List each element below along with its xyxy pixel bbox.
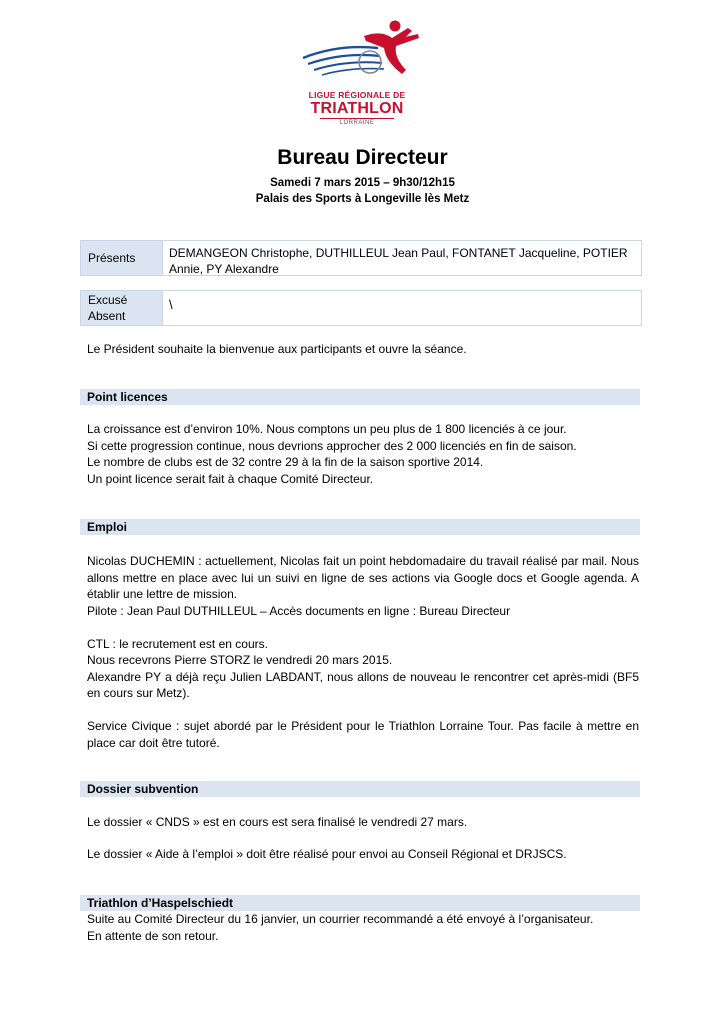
emploi-paragraph: Nicolas DUCHEMIN : actuellement, Nicolas fait un point hebdomadaire du travail réalisé par mail. Nous allons mettre en place avec lui un suivi en ligne de ses actions via Google docs et Google agenda. A établir une lettre de mission. <box>87 554 639 601</box>
excused-absent-label <box>81 291 163 325</box>
emploi-service-civique: Service Civique : sujet abordé par le Président pour le Triathlon Lorraine Tour. Pas facile à mettre en place car doit être tutoré. <box>87 719 639 750</box>
document-title: Bureau Directeur <box>277 146 448 169</box>
emploi-pilot-line: Pilote : Jean Paul DUTHILLEUL – Accès documents en ligne : Bureau Directeur <box>87 603 511 618</box>
emploi-ctl-line: CTL : le recrutement est en cours. <box>87 636 268 651</box>
excused-label: Excusé <box>88 293 128 307</box>
logo-line-region: LORRAINE <box>339 120 375 126</box>
subvention-aide-emploi: Le dossier « Aide à l’emploi » doit être réalisé pour envoi au Conseil Régional et DRJSCS. <box>87 847 567 861</box>
present-value: DEMANGEON Christophe, DUTHILLEUL Jean Paul, FONTANET Jacqueline, POTIER Annie, PY Alexandre <box>169 246 628 276</box>
haspelschiedt-text <box>87 911 639 944</box>
logo-line-triathlon: TRIATHLON <box>310 100 404 117</box>
present-box <box>80 240 642 276</box>
section-heading-emploi: Emploi <box>80 519 640 535</box>
section-heading-haspelschiedt: Triathlon d’Haspelschiedt <box>80 895 640 911</box>
subvention-cnds: Le dossier « CNDS » est en cours est sera finalisé le vendredi 27 mars. <box>87 815 468 829</box>
section-heading-subvention: Dossier subvention <box>80 781 640 797</box>
licences-line: La croissance est d’environ 10%. Nous comptons un peu plus de 1 800 licenciés à ce jour. <box>87 422 567 436</box>
league-logo <box>298 14 428 126</box>
absent-label: Absent <box>88 309 126 323</box>
haspelschiedt-line: Suite au Comité Directeur du 16 janvier, un courrier recommandé a été envoyé à l’organisateur. <box>87 912 594 926</box>
emploi-ctl-line: Alexandre PY a déjà reçu Julien LABDANT, nous allons de nouveau le rencontrer cet après-midi (BF5 en cours sur Metz). <box>87 669 639 700</box>
licences-line: Un point licence serait fait à chaque Comité Directeur. <box>87 471 374 486</box>
emploi-text <box>87 553 639 751</box>
section-heading-licences: Point licences <box>80 389 640 405</box>
present-label: Présents <box>81 241 163 275</box>
licences-text <box>87 421 639 487</box>
meeting-date: Samedi 7 mars 2015 – 9h30/12h15 <box>270 177 455 189</box>
emploi-ctl-line: Nous recevrons Pierre STORZ le vendredi 20 mars 2015. <box>87 653 393 667</box>
haspelschiedt-line: En attente de son retour. <box>87 928 219 943</box>
logo-divider <box>320 118 394 119</box>
licences-line: Le nombre de clubs est de 32 contre 29 à la fin de la saison sportive 2014. <box>87 455 484 469</box>
logo-line-league: LIGUE RÉGIONALE DE <box>308 90 406 100</box>
licences-line: Si cette progression continue, nous devrions approcher des 2 000 licenciés en fin de saison. <box>87 438 577 453</box>
intro-text: Le Président souhaite la bienvenue aux participants et ouvre la séance. <box>87 342 467 356</box>
triathlete-icon <box>298 14 428 90</box>
meeting-place: Palais des Sports à Longeville lès Metz <box>255 193 470 205</box>
excused-box <box>80 290 642 326</box>
excused-value: \ <box>169 297 173 312</box>
